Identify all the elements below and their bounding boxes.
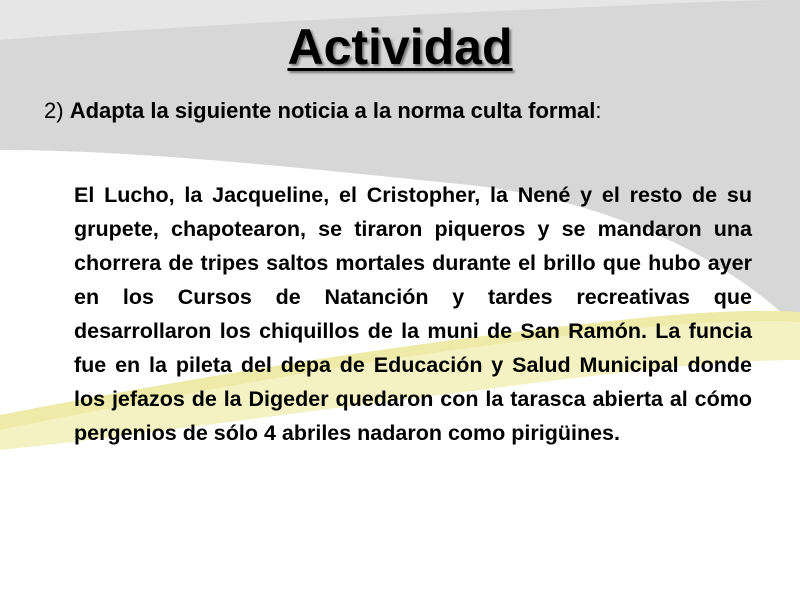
news-paragraph: El Lucho, la Jacqueline, el Cristopher, la Nené y el resto de su grupete, chapotearon, se tiraron piqueros y se mandaron una chorrera de tripes saltos mortales durante el brillo que hubo ayer en los Cursos de Natanción y tardes recreativas que desarrollaron los chiquillos de la muni de San Ramón. La funcia fue en la pileta del depa de Educación y Salud Municipal donde los jefazos de la Digeder quedaron con la tarasca abierta al cómo pergenios de sólo 4 abriles nadaron como pirigüines.: [74, 183, 752, 445]
instruction-suffix: :: [595, 98, 602, 123]
instruction-number: 2): [44, 98, 64, 123]
slide-title: [0, 14, 800, 80]
instruction-text: Adapta la siguiente noticia a la norma culta formal: [69, 98, 596, 123]
slide-title-text: Actividad: [287, 19, 513, 75]
instruction: [44, 96, 764, 126]
